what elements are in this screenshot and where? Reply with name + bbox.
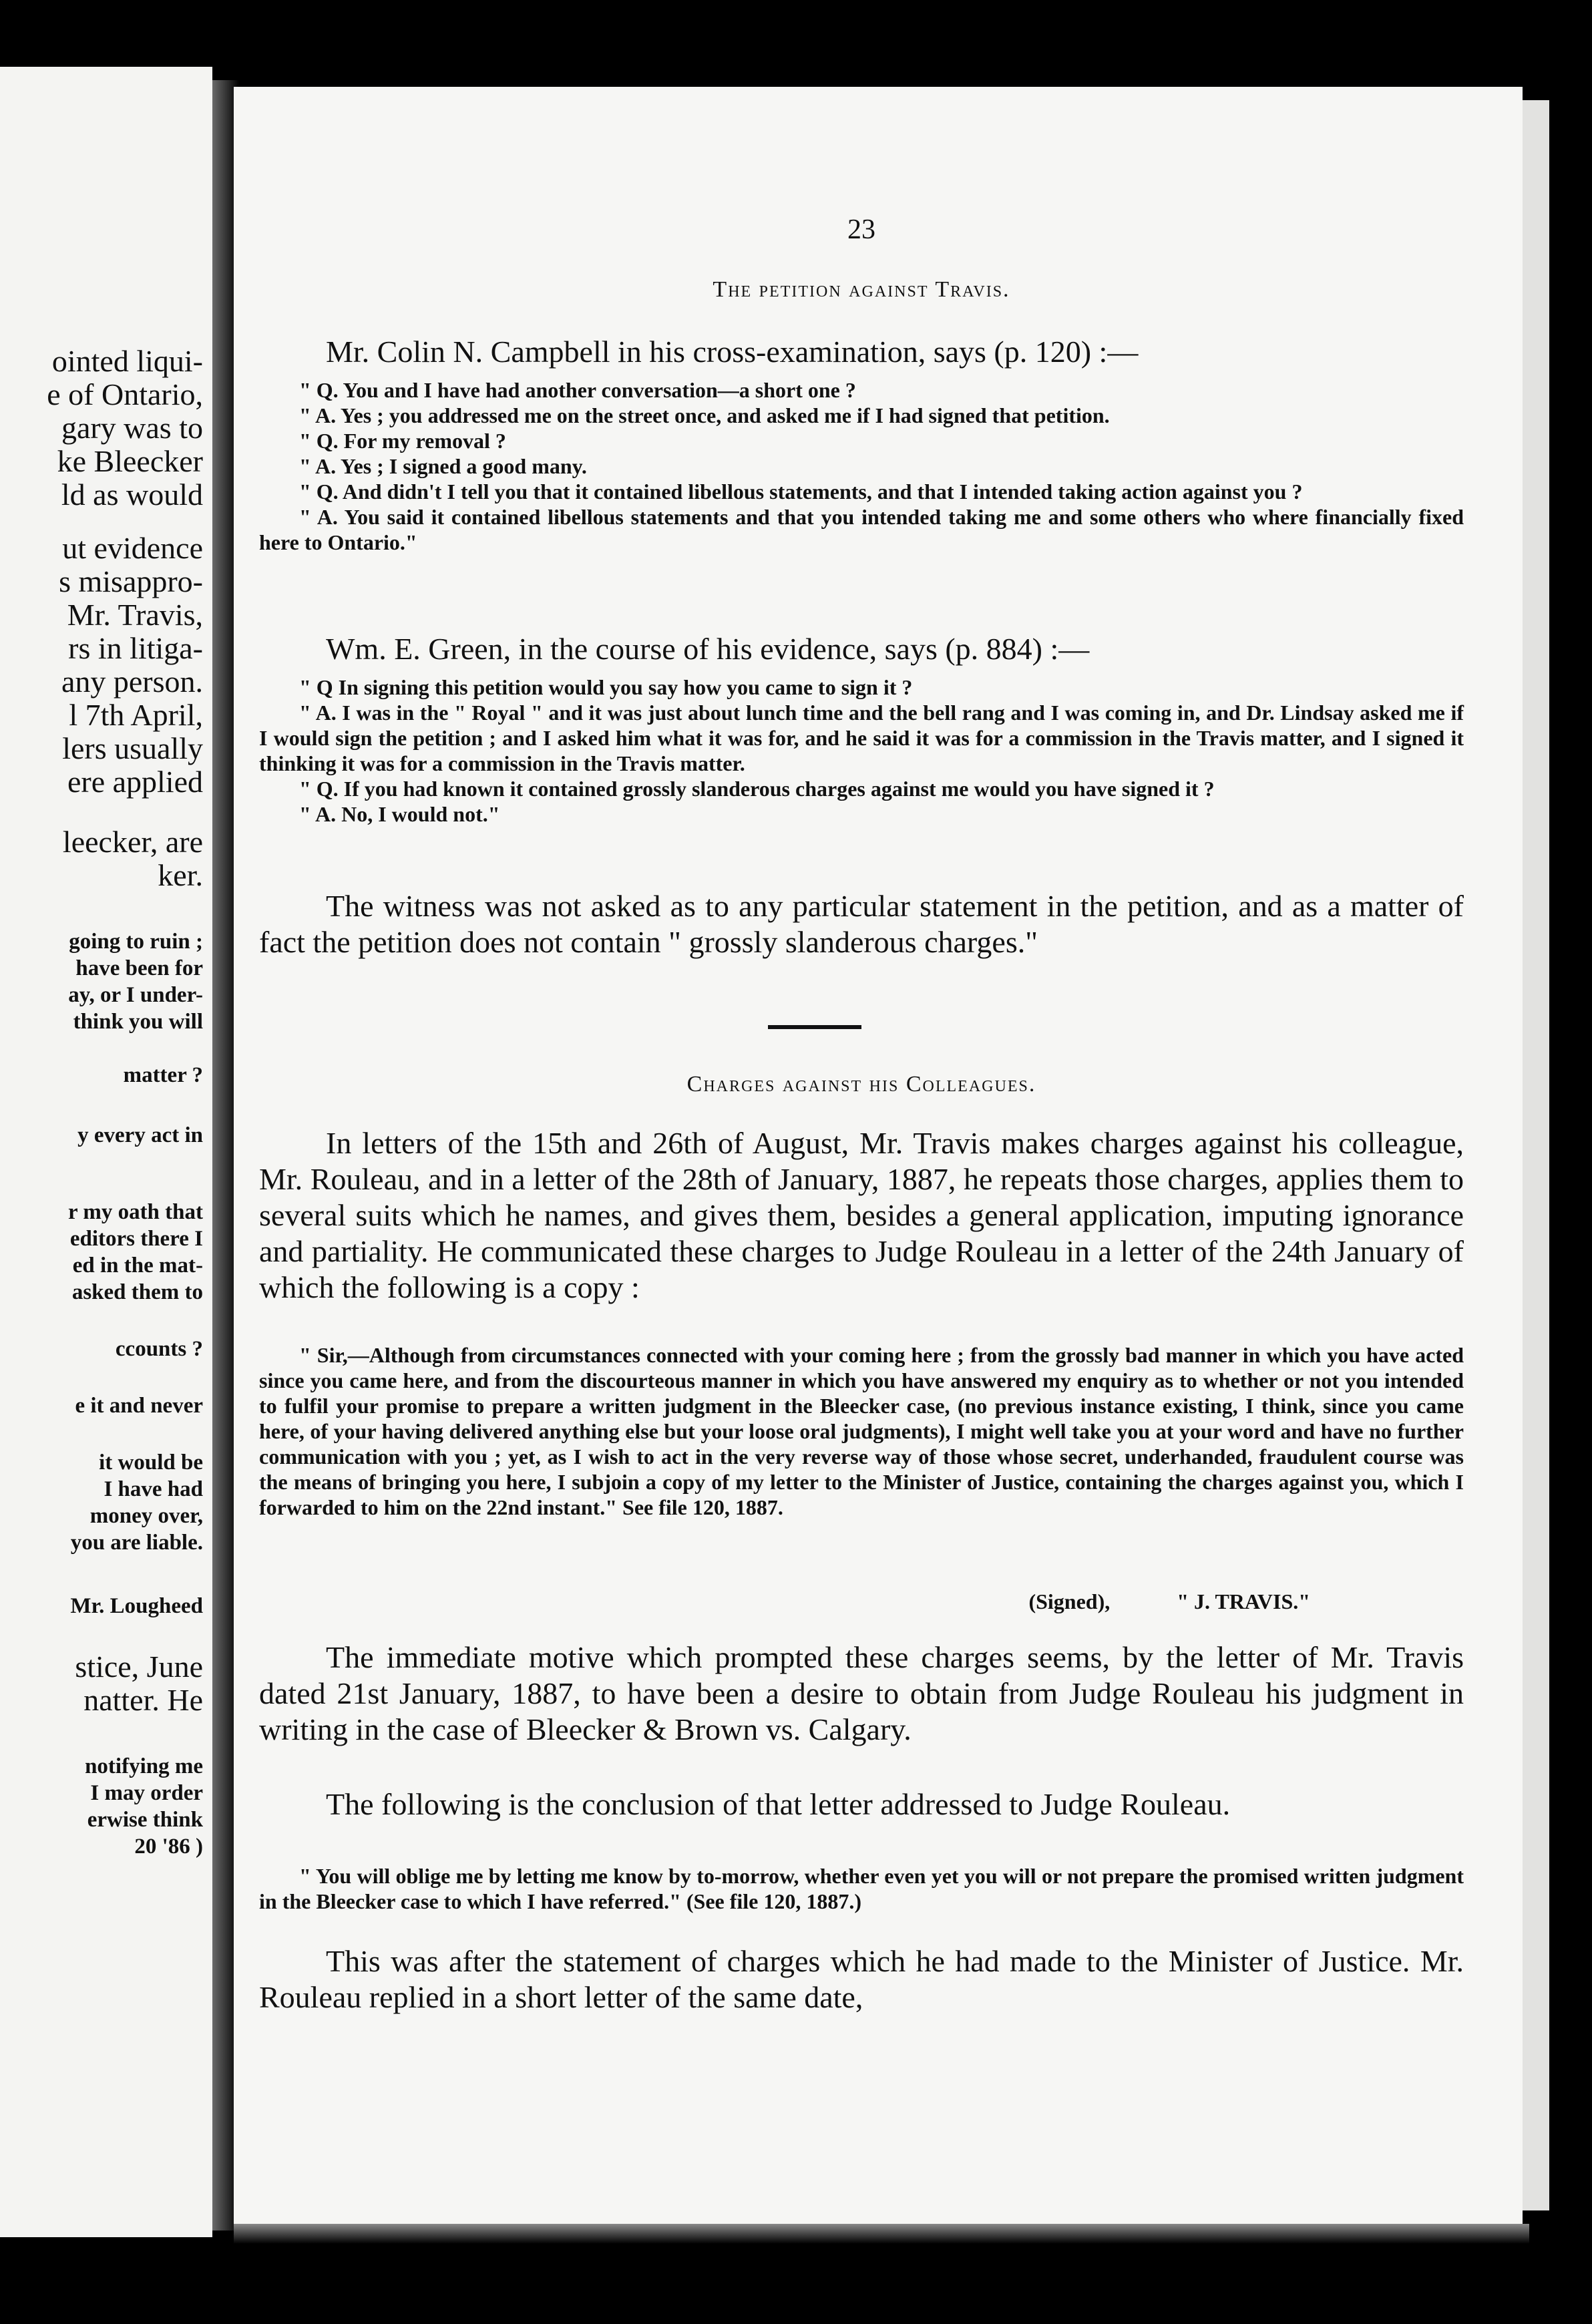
qa-line: " A. Yes ; you addressed me on the street once, and asked me if I had signed that petition. — [299, 403, 1110, 427]
qa-block-green — [259, 674, 1464, 827]
facing-page-left — [0, 67, 212, 2237]
qa-line: " A. You said it contained libellous statements and that you intended taking me and some others who where financially fixed here to Ontario." — [259, 505, 1464, 554]
paragraph-motive: The immediate motive which prompted these charges seems, by the letter of Mr. Travis dated 21st January, 1887, to have been a desire to obtain from Judge Rouleau his judgment in writing in the case of Bleecker & Brown vs. Calgary. — [259, 1640, 1464, 1746]
left-page-line: 20 '86 ) — [134, 1834, 203, 1859]
left-page-line: s misappro- — [59, 564, 203, 598]
left-page-line: money over, — [89, 1504, 203, 1528]
left-page-line: editors there I — [69, 1227, 203, 1251]
left-page-line: natter. He — [83, 1683, 203, 1717]
left-page-line: notifying me — [85, 1754, 203, 1778]
letter-quotation: " Sir,—Although from circumstances connected with your coming here ; from the grossly bad manner in which you have acted since you came here, and from the discourteous manner in which you have answered my enquiry as to whether or not you intended to fulfil your promise to prepare a written judgment in the Bleecker case, (no previous instance existing, I think, since you came here, of your having delivered anything else but your loose oral judgments), I might well take you at your word and have no further communication with you ; yet, as I wish to act in the very reverse way of those whose secret, underhanded, fraudulent course was the means of bringing you here, I subjoin a copy of my letter to the Minister of Justice, containing the charges against you, which I forwarded to him on the 22nd instant." See file 120, 1887. — [259, 1343, 1464, 1519]
left-page-line: Mr. Lougheed — [70, 1594, 203, 1618]
left-page-line: e it and never — [75, 1394, 203, 1418]
left-page-line: I have had — [104, 1477, 203, 1501]
left-page-line: matter ? — [123, 1063, 203, 1087]
qa-line: " A. Yes ; I signed a good many. — [299, 454, 587, 478]
qa-line: " Q In signing this petition would you say how you came to sign it ? — [299, 675, 913, 699]
left-page-line: ay, or I under- — [68, 983, 203, 1007]
section-heading-petition: The petition against Travis. — [713, 277, 1010, 302]
signed-name: " J. TRAVIS." — [1177, 1589, 1310, 1613]
left-page-line: e of Ontario, — [47, 377, 203, 411]
signature-line — [259, 1589, 1464, 1614]
signed-label: (Signed), — [1028, 1589, 1111, 1613]
section-divider-rule — [768, 1025, 861, 1029]
left-page-line: you are liable. — [70, 1531, 203, 1555]
qa-line: " Q. If you had known it contained grossly slanderous charges against me would you have signed it ? — [299, 777, 1215, 801]
page-edge — [1523, 100, 1549, 2210]
left-page-line: l 7th April, — [69, 698, 203, 732]
left-page-line: ccounts ? — [115, 1337, 203, 1361]
left-page-line: ere applied — [67, 765, 203, 799]
paragraph-following: The following is the conclusion of that letter addressed to Judge Rouleau. — [326, 1787, 1231, 1821]
left-page-line: leecker, are — [62, 825, 203, 859]
quotation-rouleau-letter: " You will oblige me by letting me know by to-morrow, whether even yet you will or not prepare the promised written judgment in the Bleecker case to which I have referred." (See file 120, 1887.) — [259, 1864, 1464, 1913]
page-bottom-edge — [234, 2224, 1529, 2244]
paragraph-green: Wm. E. Green, in the course of his evidence, says (p. 884) :— — [326, 632, 1090, 666]
page-number: 23 — [847, 214, 875, 245]
left-page-line: erwise think — [87, 1808, 203, 1832]
left-page-line: gary was to — [61, 411, 203, 445]
left-page-line: ld as would — [61, 477, 203, 512]
left-page-line: think you will — [73, 1010, 203, 1034]
left-page-line: ut evidence — [62, 531, 203, 565]
left-page-line: any person. — [61, 664, 203, 699]
qa-line: " Q. And didn't I tell you that it contained libellous statements, and that I intended taking action against you ? — [299, 479, 1303, 504]
left-page-line: y every act in — [77, 1123, 203, 1147]
left-page-line: r my oath that — [68, 1200, 203, 1224]
left-page-line: going to ruin ; — [69, 930, 203, 954]
page-23 — [234, 87, 1523, 2224]
left-page-line: ke Bleecker — [57, 444, 203, 478]
paragraph-campbell: Mr. Colin N. Campbell in his cross-examination, says (p. 120) :— — [326, 335, 1139, 369]
left-page-line: rs in litiga- — [68, 631, 203, 665]
paragraph-witness: The witness was not asked as to any particular statement in the petition, and as a matter of fact the petition does not contain " grossly slanderous charges." — [259, 889, 1464, 959]
left-page-line: lers usually — [62, 731, 203, 765]
left-page-line: have been for — [75, 956, 203, 980]
left-page-line: ed in the mat- — [72, 1253, 203, 1278]
qa-block-campbell — [259, 377, 1464, 555]
left-page-line: Mr. Travis, — [67, 598, 203, 632]
qa-line: " Q. You and I have had another conversation—a short one ? — [299, 378, 856, 402]
left-page-line: asked them to — [71, 1280, 203, 1304]
qa-line: " A. No, I would not." — [299, 802, 500, 826]
qa-line: " A. I was in the " Royal " and it was just about lunch time and the bell rang and I was coming in, and Dr. Lindsay asked me if I would sign the petition ; and I asked him what it was for, and he said it was for a commission in the Travis matter, and I signed it thinking it was for a commission in the Travis matter. — [259, 701, 1464, 775]
paragraph-charges: In letters of the 15th and 26th of August, Mr. Travis makes charges against his colleague, Mr. Rouleau, and in a letter of the 28th of January, 1887, he repeats those charges, applies them to several suits which he names, and gives them, besides a general application, imputing ignorance and partiality. He communicated these charges to Judge Rouleau in a letter of the 24th January of which the following is a copy : — [259, 1126, 1464, 1304]
left-page-line: ointed liqui- — [51, 344, 203, 378]
section-heading-colleagues: Charges against his Colleagues. — [686, 1072, 1036, 1097]
left-page-line: it would be — [99, 1450, 203, 1475]
left-page-line: I may order — [90, 1781, 203, 1805]
left-page-line: ker. — [158, 858, 203, 892]
left-page-line: stice, June — [75, 1650, 203, 1684]
qa-line: " Q. For my removal ? — [299, 429, 506, 453]
paragraph-reply: This was after the statement of charges which he had made to the Minister of Justice. Mr. Rouleau replied in a short letter of the same date, — [259, 1944, 1464, 2014]
